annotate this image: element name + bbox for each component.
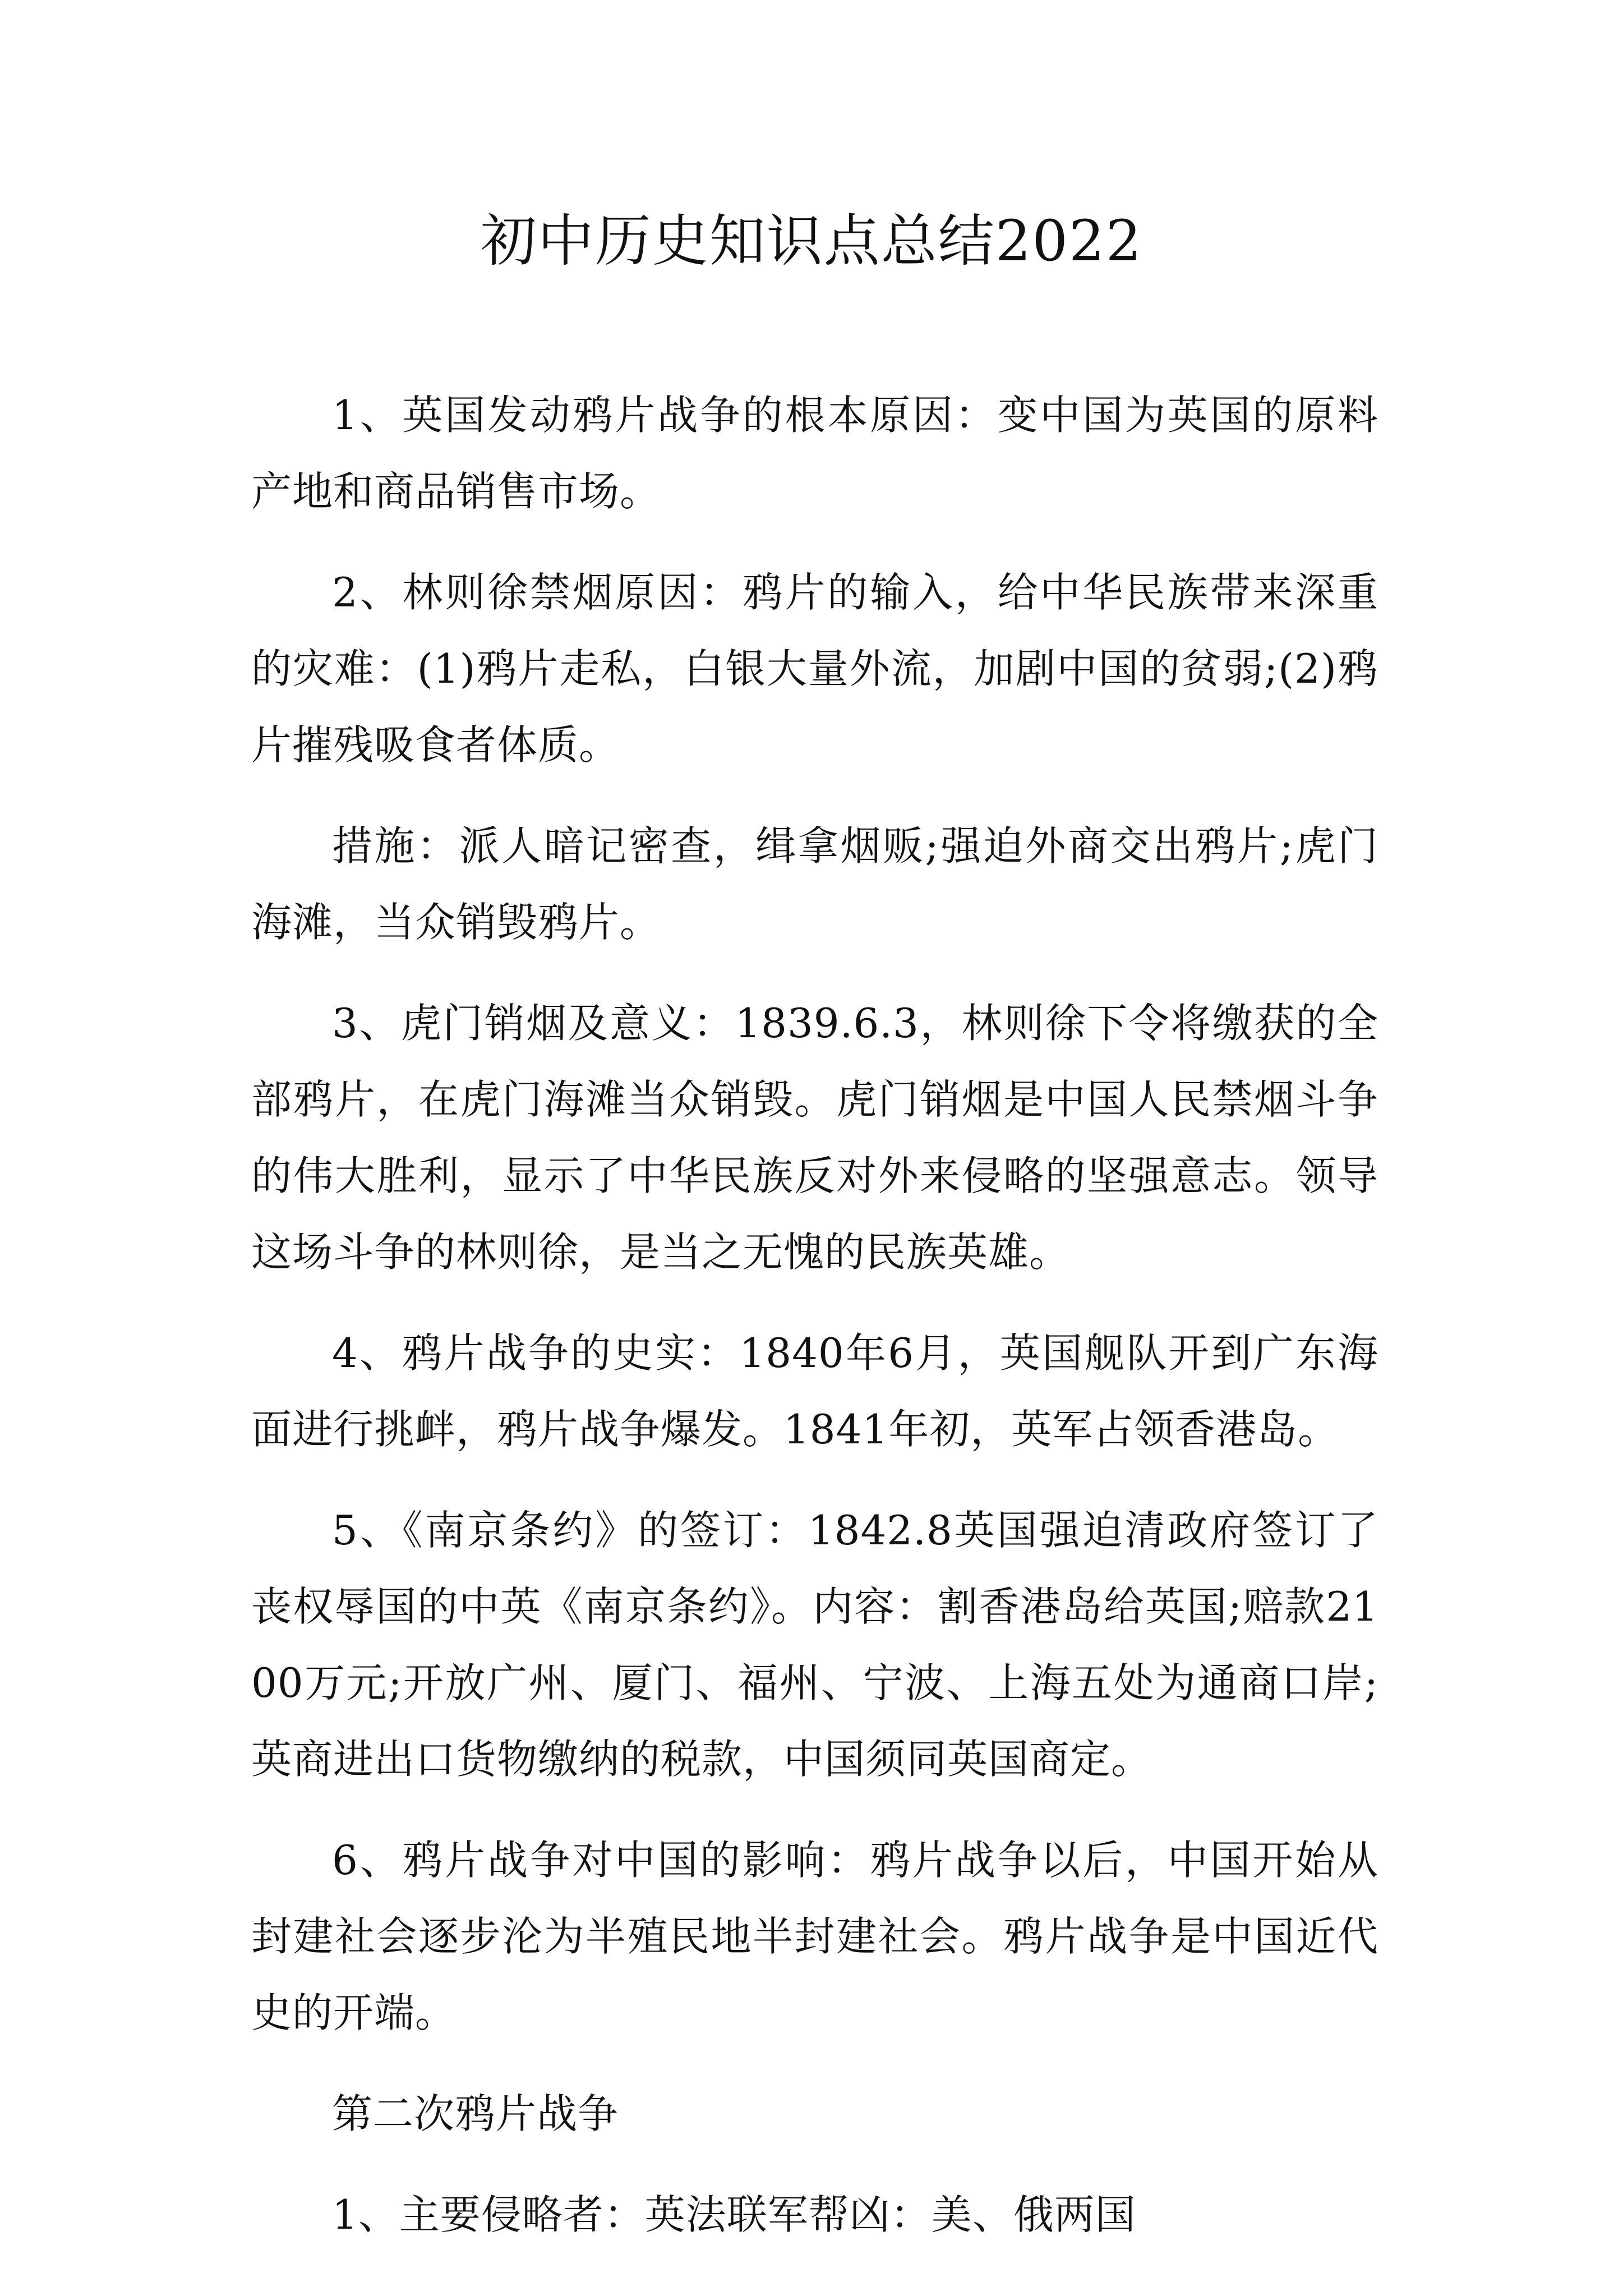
document-body bbox=[251, 377, 1378, 2277]
paragraph-nanjing-treaty: 5、《南京条约》的签订：1842.8英国强迫清政府签订了丧权辱国的中英《南京条约》。内容：割香港岛给英国;赔款2100万元;开放广州、厦门、福州、宁波、上海五处为通商口岸;英商进出口货物缴纳的税款，中国须同英国商定。 bbox=[251, 1507, 1378, 1783]
document-title: 初中历史知识点总结2022 bbox=[480, 208, 1143, 274]
paragraph-main-aggressors: 1、主要侵略者：英法联军帮凶：美、俄两国 bbox=[332, 2191, 1136, 2238]
paragraph-opium-war-cause: 1、英国发动鸦片战争的根本原因：变中国为英国的原料产地和商品销售市场。 bbox=[251, 392, 1378, 515]
paragraph-measures: 措施：派人暗记密查，缉拿烟贩;强迫外商交出鸦片;虎门海滩，当众销毁鸦片。 bbox=[251, 822, 1378, 946]
section-heading-second-opium-war: 第二次鸦片战争 bbox=[332, 2090, 619, 2137]
paragraph-humen-destruction: 3、虎门销烟及意义：1839.6.3，林则徐下令将缴获的全部鸦片，在虎门海滩当众销毁。虎门销烟是中国人民禁烟斗争的伟大胜利，显示了中华民族反对外来侵略的坚强意志。领导这场斗争的林则徐，是当之无愧的民族英雄。 bbox=[251, 1000, 1378, 1276]
paragraph-war-impact: 6、鸦片战争对中国的影响：鸦片战争以后，中国开始从封建社会逐步沦为半殖民地半封建社会。鸦片战争是中国近代史的开端。 bbox=[251, 1837, 1378, 2036]
paragraph-war-facts: 4、鸦片战争的史实：1840年6月，英国舰队开到广东海面进行挑衅，鸦片战争爆发。1841年初，英军占领香港岛。 bbox=[251, 1329, 1378, 1453]
paragraph-lin-zexu-reason: 2、林则徐禁烟原因：鸦片的输入，给中华民族带来深重的灾难：(1)鸦片走私，白银大量外流，加剧中国的贫弱;(2)鸦片摧残吸食者体质。 bbox=[251, 569, 1378, 769]
